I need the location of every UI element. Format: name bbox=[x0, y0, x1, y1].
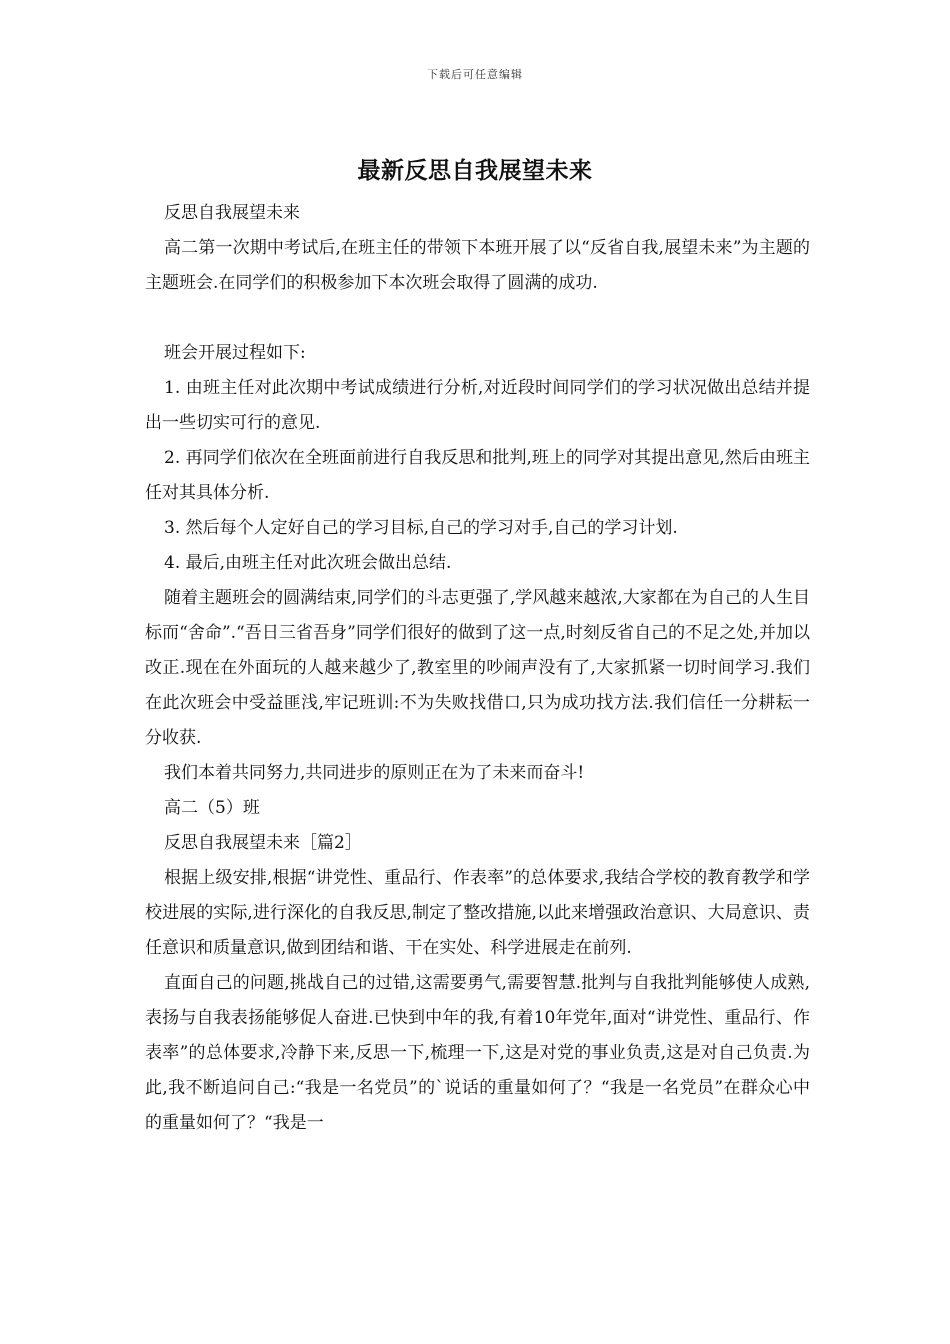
document-title: 最新反思自我展望未来 bbox=[357, 158, 593, 184]
page-header-note: 下载后可任意编辑 bbox=[427, 68, 523, 81]
paragraph-intro: 高二第一次期中考试后,在班主任的带领下本班开展了以“反省自我,展望未来”为主题的主题班会.在同学们的积极参加下本次班会取得了圆满的成功. bbox=[145, 238, 810, 293]
list-item-4: 4. 最后,由班主任对此次班会做出总结. bbox=[164, 553, 452, 573]
paragraph-section-2-intro: 根据上级安排,根据“讲党性、重品行、作表率”的总体要求,我结合学校的教育教学和学校进展的实际,进行深化的自我反思,制定了整改措施,以此来增强政治意识、大局意识、责任意识和质量意识,做到团结和谐、干在实处、科学进展走在前列. bbox=[145, 868, 810, 958]
list-item-1: 1. 由班主任对此次期中考试成绩进行分析,对近段时间同学们的学习状况做出总结并提出一些切实可行的意见. bbox=[145, 378, 810, 433]
paragraph-process-heading: 班会开展过程如下: bbox=[164, 343, 306, 363]
document-body bbox=[145, 196, 810, 1141]
list-item-2: 2. 再同学们依次在全班面前进行自我反思和批判,班上的同学对其提出意见,然后由班主任对其具体分析. bbox=[145, 448, 810, 503]
paragraph-class-signature: 高二（5）班 bbox=[164, 798, 260, 818]
paragraph-section-2-body: 直面自己的问题,挑战自己的过错,这需要勇气,需要智慧.批判与自我批判能够使人成熟,表扬与自我表扬能够促人奋进.已快到中年的我,有着10年党年,面对“讲党性、重品行、作表率”的总体要求,冷静下来,反思一下,梳理一下,这是对党的事业负责,这是对自己负责.为此,我不断追问自己:“我是一名党员”的`说话的重量如何了？“我是一名党员”在群众心中的重量如何了？“我是一 bbox=[145, 973, 810, 1133]
list-item-3: 3. 然后每个人定好自己的学习目标,自己的学习对手,自己的学习计划. bbox=[164, 518, 678, 538]
paragraph-section-2-heading: 反思自我展望未来［篇2］ bbox=[164, 833, 362, 853]
paragraph-commitment: 我们本着共同努力,共同进步的原则正在为了未来而奋斗! bbox=[164, 763, 585, 783]
paragraph-outcome: 随着主题班会的圆满结束,同学们的斗志更强了,学风越来越浓,大家都在为自己的人生目标而“舍命”.“吾日三省吾身”同学们很好的做到了这一点,时刻反省自己的不足之处,并加以改正.现在在外面玩的人越来越少了,教室里的吵闹声没有了,大家抓紧一切时间学习.我们在此次班会中受益匪浅,牢记班训:不为失败找借口,只为成功找方法.我们信任一分耕耘一分收获. bbox=[145, 588, 810, 748]
paragraph-subtitle: 反思自我展望未来 bbox=[164, 203, 300, 223]
